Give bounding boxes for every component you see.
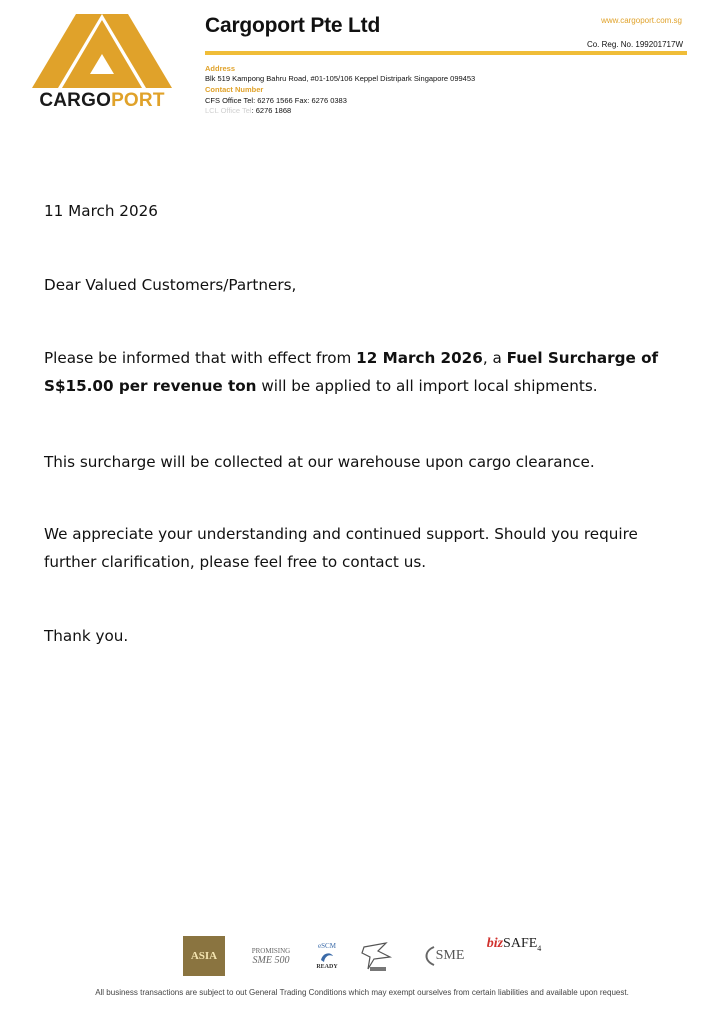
sme-one-asia-badge	[416, 936, 470, 976]
p1-text-c: will be applied to all import local shipments.	[256, 377, 598, 395]
asia-badge-label: ASIA	[190, 950, 218, 962]
cargoport-logo-mark	[32, 14, 172, 88]
accreditation-badges	[180, 936, 544, 978]
sme500-label: SME 500	[252, 954, 290, 966]
letter-paragraph-3: We appreciate your understanding and continued support. Should you require further clarification, please feel free to contact us.	[44, 525, 638, 571]
promising-sme-badge	[242, 936, 300, 976]
logo-word-port: PORT	[111, 90, 165, 111]
asia-excellence-badge	[183, 936, 225, 976]
escm-ready-badge	[310, 936, 344, 976]
award-emblem-badge	[358, 936, 398, 976]
website-link[interactable]: www.cargoport.com.sg	[601, 16, 682, 25]
company-name: Cargoport Pte Ltd	[205, 14, 381, 37]
contact-label: Contact Number	[205, 85, 264, 94]
address-label: Address	[205, 64, 236, 73]
footer-note: All business transactions are subject to out General Trading Conditions which may exempt ourselves from certain liabilities and available upon request.	[95, 988, 629, 997]
bizsafe-safe: SAFE	[503, 936, 538, 951]
letter-date: 11 March 2026	[44, 202, 158, 220]
bizsafe-level: 4	[537, 944, 542, 953]
promising-label: PROMISING	[251, 946, 291, 955]
lcl-office-line	[205, 106, 291, 115]
lcl-office-label: LCL Office Tel	[205, 106, 252, 115]
escm-swirl-icon	[319, 950, 335, 964]
p1-surcharge: Fuel Surcharge of S$15.00 per revenue ton	[44, 349, 659, 395]
letter-closing: Thank you.	[44, 627, 129, 645]
escm-label: eSCM	[318, 942, 336, 950]
letter-salutation: Dear Valued Customers/Partners,	[44, 276, 297, 294]
letter-paragraph-2: This surcharge will be collected at our warehouse upon cargo clearance.	[44, 453, 595, 471]
address-text: Blk 519 Kampong Bahru Road, #01-105/106 Keppel Distripark Singapore 099453	[205, 74, 476, 83]
logo-wordmark	[32, 90, 172, 112]
cfs-office-line: CFS Office Tel: 6276 1566 Fax: 6276 0383	[205, 96, 347, 105]
p1-text-a: Please be informed that with effect from	[44, 349, 357, 367]
ready-label: READY	[316, 964, 338, 970]
cargoport-logo	[32, 14, 172, 110]
sme-swirl-icon	[422, 945, 436, 967]
letter-paragraph-1	[44, 344, 684, 400]
bizsafe-biz: biz	[486, 936, 504, 951]
bizsafe-badge	[486, 936, 542, 976]
sme-label: SME	[435, 948, 465, 963]
company-registration: Co. Reg. No. 199201717W	[586, 40, 683, 49]
header-rule	[205, 51, 687, 55]
p1-effective-date: 12 March 2026	[356, 349, 483, 367]
p1-text-b: , a	[482, 349, 507, 367]
lcl-office-number: : 6276 1868	[251, 106, 292, 115]
award-figure-icon	[360, 939, 396, 973]
logo-word-cargo: CARGO	[39, 90, 112, 111]
